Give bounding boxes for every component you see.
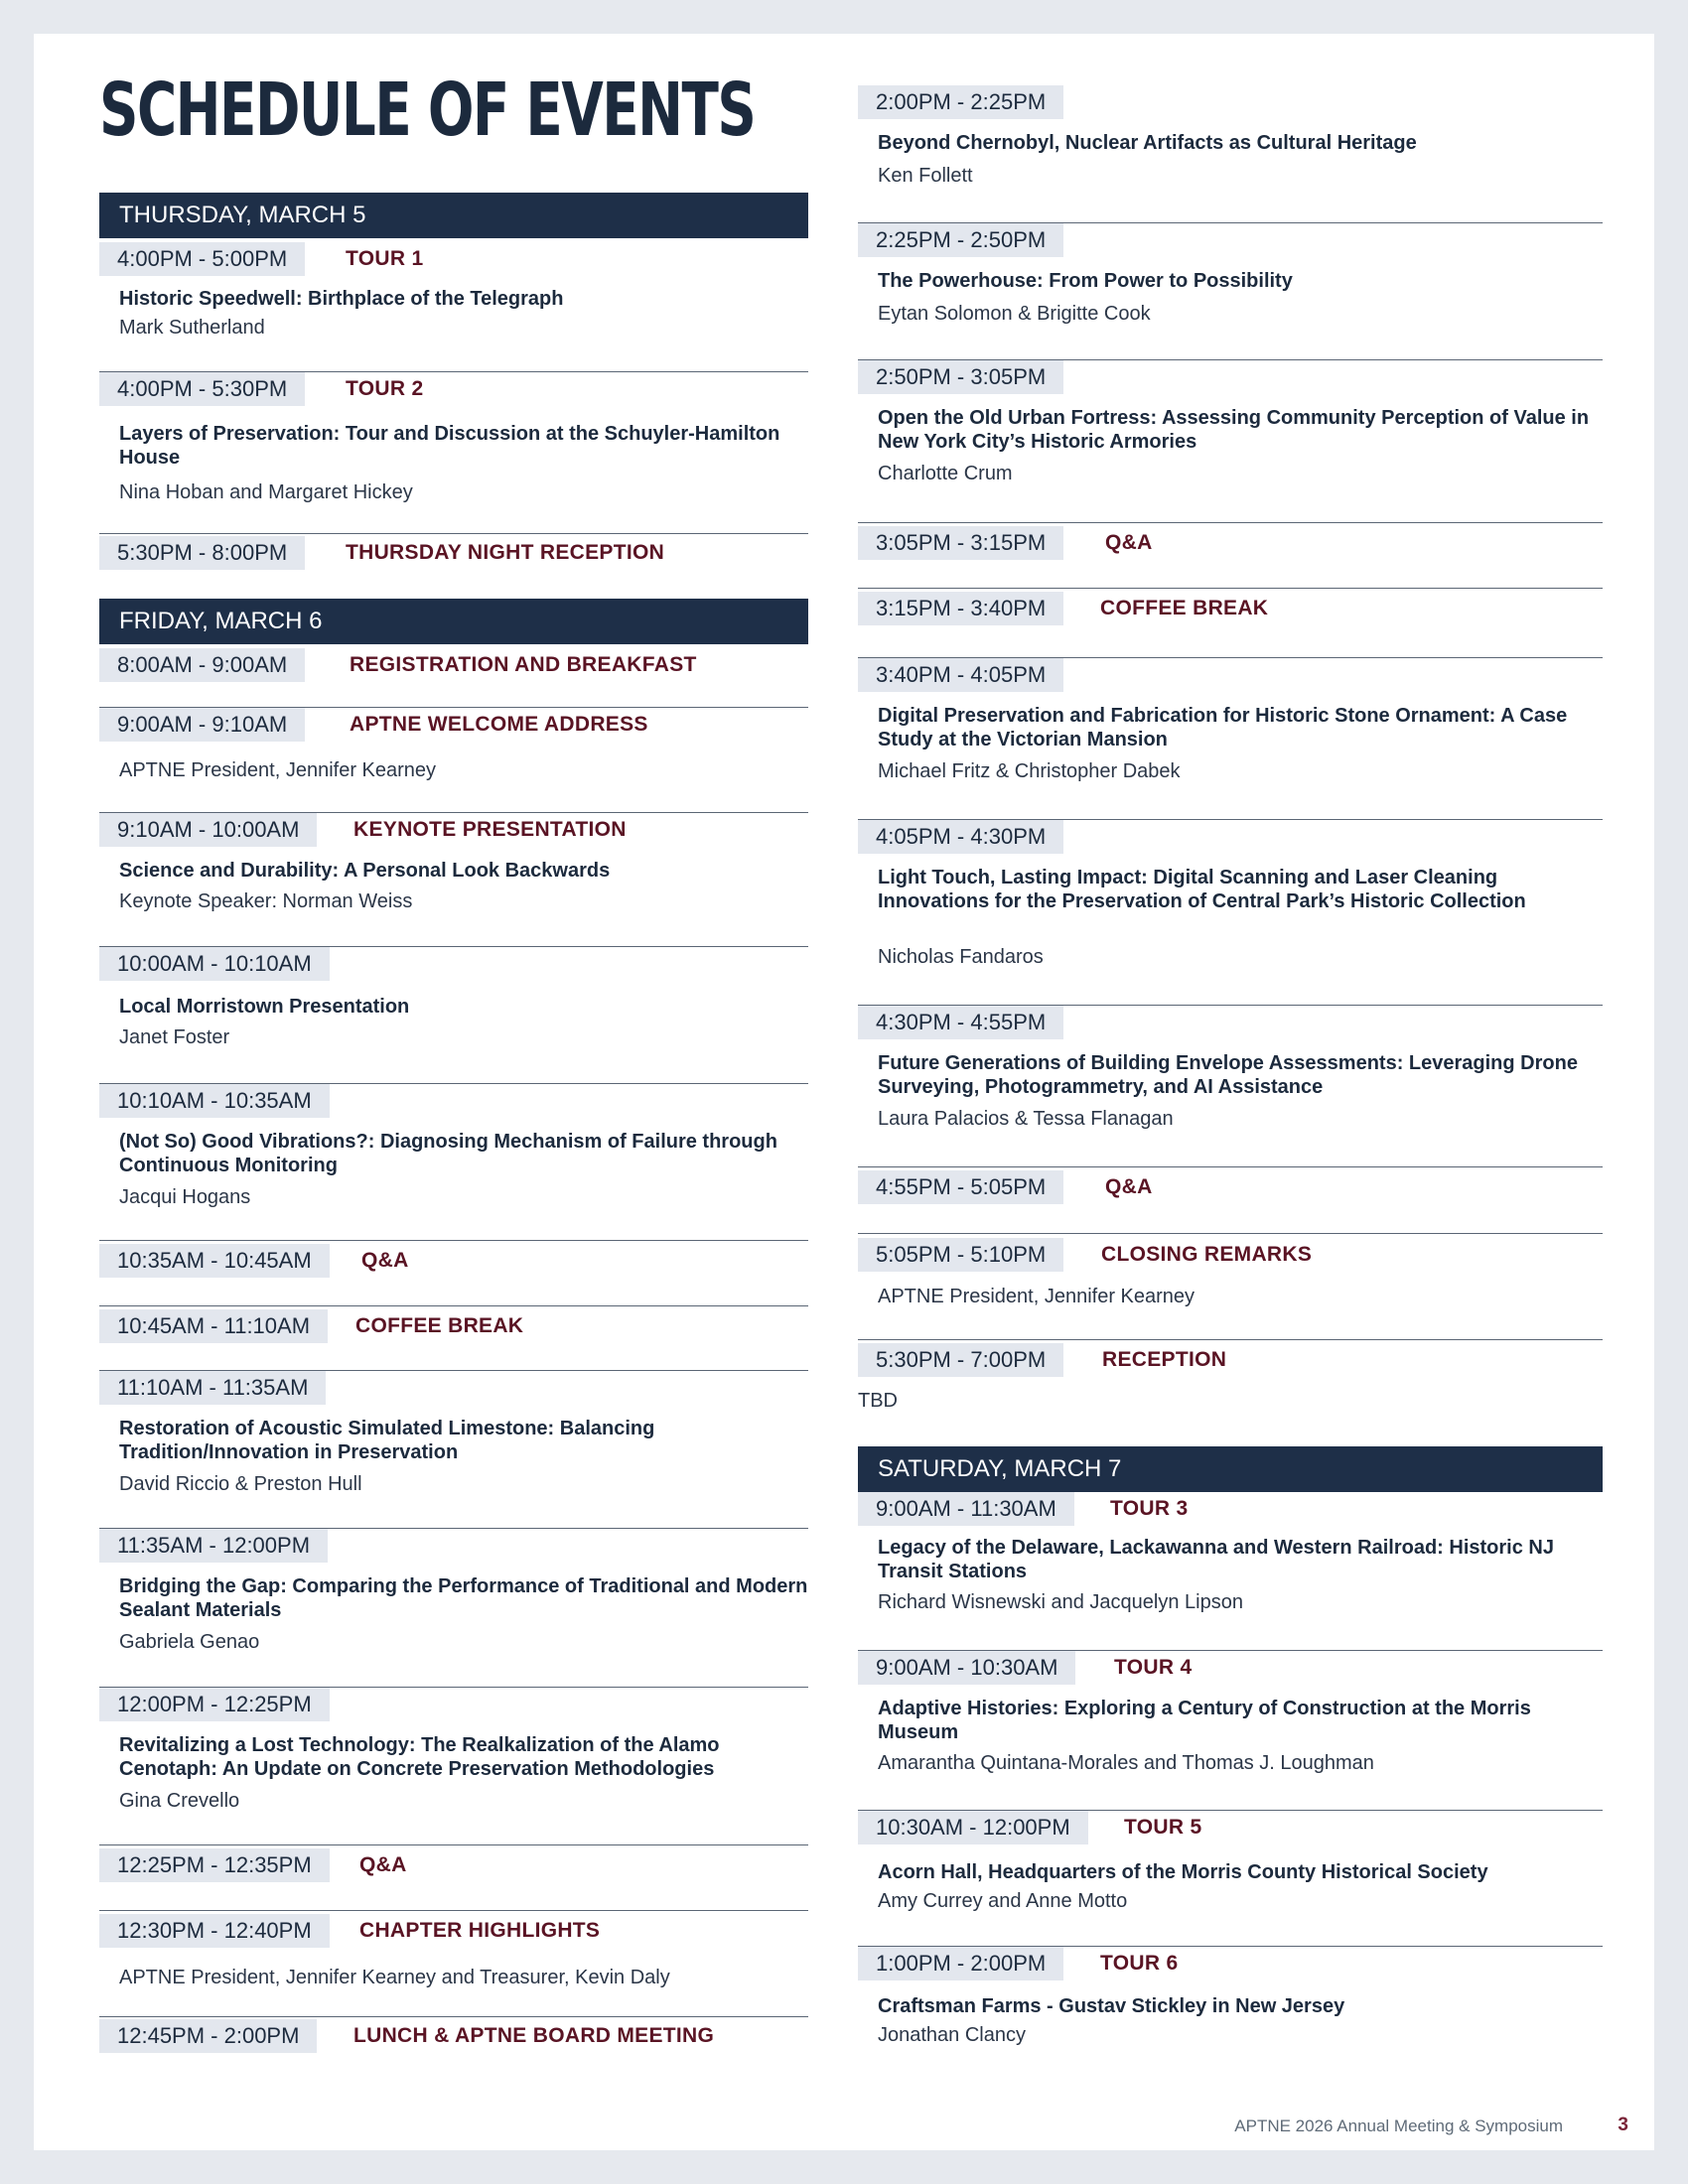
footer-text: APTNE 2026 Annual Meeting & Symposium	[1234, 2116, 1563, 2135]
event-title: Craftsman Farms - Gustav Stickley in New Jersey	[878, 1995, 1345, 2017]
event-label: CLOSING REMARKS	[1101, 1243, 1313, 1266]
event-speaker: Janet Foster	[119, 1026, 230, 1048]
page-number: 3	[1618, 2115, 1628, 2135]
event-label: Q&A	[1105, 531, 1153, 554]
event-time: 10:00AM - 10:10AM	[99, 947, 330, 981]
event-time: 4:00PM - 5:00PM	[99, 242, 305, 276]
event-speaker: Richard Wisnewski and Jacquelyn Lipson	[878, 1591, 1243, 1613]
event-title: The Powerhouse: From Power to Possibility	[878, 270, 1293, 292]
event-time: 1:00PM - 2:00PM	[858, 1947, 1063, 1980]
event-label: REGISTRATION AND BREAKFAST	[350, 653, 697, 676]
event-title: Legacy of the Delaware, Lackawanna and Western Railroad: Historic NJ Transit Stations	[878, 1537, 1554, 1582]
event-label: LUNCH & APTNE BOARD MEETING	[353, 2024, 715, 2047]
event-title: Digital Preservation and Fabrication for Historic Stone Ornament: A Case Study at the Victorian Mansion	[878, 705, 1568, 751]
event-speaker: Keynote Speaker: Norman Weiss	[119, 890, 413, 912]
event-qa-2	[99, 1844, 808, 1879]
event-qa-3	[858, 522, 1603, 557]
event-time: 3:05PM - 3:15PM	[858, 526, 1063, 560]
day-header-thursday: THURSDAY, MARCH 5	[99, 193, 808, 238]
event-label: COFFEE BREAK	[1100, 597, 1269, 619]
event-speaker: Laura Palacios & Tessa Flanagan	[878, 1108, 1174, 1130]
event-label: CHAPTER HIGHLIGHTS	[359, 1919, 601, 1942]
event-title: Open the Old Urban Fortress: Assessing Community Perception of Value in New York City’s Historic Armories	[878, 407, 1590, 453]
event-chapter-highlights	[99, 1910, 808, 1988]
event-title: Acorn Hall, Headquarters of the Morris County Historical Society	[878, 1861, 1488, 1883]
event-speaker: Mark Sutherland	[119, 317, 265, 339]
event-time: 3:40PM - 4:05PM	[858, 658, 1063, 692]
event-coffee-break-2	[858, 588, 1603, 622]
event-title: Bridging the Gap: Comparing the Performance of Traditional and Modern Sealant Materials	[119, 1575, 808, 1621]
event-title: Restoration of Acoustic Simulated Limestone: Balancing Tradition/Innovation in Preservation	[119, 1418, 655, 1463]
event-title: Historic Speedwell: Birthplace of the Telegraph	[119, 288, 564, 310]
event-time: 5:05PM - 5:10PM	[858, 1238, 1063, 1272]
event-label: Q&A	[1105, 1175, 1153, 1198]
event-reception	[858, 1339, 1603, 1412]
event-time: 2:50PM - 3:05PM	[858, 360, 1063, 394]
event-tour-4	[858, 1650, 1603, 1774]
event-time: 3:15PM - 3:40PM	[858, 592, 1063, 625]
event-thursday-reception	[99, 533, 808, 568]
event-label: TOUR 4	[1114, 1656, 1193, 1679]
event-label: THURSDAY NIGHT RECEPTION	[346, 541, 665, 564]
event-time: 11:10AM - 11:35AM	[99, 1371, 326, 1405]
event-tour-1	[99, 242, 808, 339]
event-title: (Not So) Good Vibrations?: Diagnosing Mechanism of Failure through Continuous Monitoring	[119, 1131, 777, 1176]
event-label: RECEPTION	[1102, 1348, 1227, 1371]
event-label: TOUR 5	[1124, 1816, 1202, 1839]
event-label: Q&A	[361, 1249, 409, 1272]
event-tour-2	[99, 371, 808, 503]
event-good-vibrations	[99, 1083, 808, 1208]
schedule-page	[34, 34, 1654, 2150]
event-time: 4:55PM - 5:05PM	[858, 1170, 1063, 1204]
event-title: Science and Durability: A Personal Look Backwards	[119, 860, 611, 882]
event-time: 12:30PM - 12:40PM	[99, 1914, 330, 1948]
event-label: APTNE WELCOME ADDRESS	[350, 713, 648, 736]
event-title: Light Touch, Lasting Impact: Digital Scanning and Laser Cleaning Innovations for the Preservation of Central Park’s Historic Collection	[878, 867, 1526, 912]
event-lunch-board-meeting	[99, 2016, 808, 2051]
event-building-envelope	[858, 1005, 1603, 1130]
event-local-morristown	[99, 946, 808, 1048]
event-title: Layers of Preservation: Tour and Discussion at the Schuyler-Hamilton House	[119, 423, 780, 469]
event-qa-1	[99, 1240, 808, 1275]
event-lost-technology	[99, 1687, 808, 1812]
event-speaker: Amy Currey and Anne Motto	[878, 1890, 1128, 1912]
event-speaker: Jonathan Clancy	[878, 2024, 1026, 2046]
event-time: 8:00AM - 9:00AM	[99, 648, 305, 682]
event-speaker: Nina Hoban and Margaret Hickey	[119, 481, 413, 503]
event-time: 12:45PM - 2:00PM	[99, 2019, 317, 2053]
event-title: Beyond Chernobyl, Nuclear Artifacts as Cultural Heritage	[878, 132, 1417, 154]
event-time: 10:35AM - 10:45AM	[99, 1244, 330, 1278]
event-speaker: APTNE President, Jennifer Kearney and Treasurer, Kevin Daly	[119, 1967, 670, 1988]
event-acoustic-limestone	[99, 1370, 808, 1495]
day-header-friday: FRIDAY, MARCH 6	[99, 599, 808, 644]
event-label: KEYNOTE PRESENTATION	[353, 818, 627, 841]
event-stone-ornament	[858, 657, 1603, 782]
event-time: 9:00AM - 10:30AM	[858, 1651, 1075, 1685]
event-speaker: Nicholas Fandaros	[878, 946, 1044, 968]
event-title: Revitalizing a Lost Technology: The Realkalization of the Alamo Cenotaph: An Update on Concrete Preservation Methodologies	[119, 1734, 720, 1780]
event-time: 10:45AM - 11:10AM	[99, 1309, 328, 1343]
event-time: 4:00PM - 5:30PM	[99, 372, 305, 406]
event-registration	[99, 648, 808, 682]
event-speaker: Eytan Solomon & Brigitte Cook	[878, 303, 1151, 325]
page-title: SCHEDULE OF EVENTS	[99, 68, 756, 153]
event-time: 2:25PM - 2:50PM	[858, 223, 1063, 257]
event-label: TOUR 2	[346, 377, 424, 400]
event-time: 9:10AM - 10:00AM	[99, 813, 317, 847]
event-time: 12:25PM - 12:35PM	[99, 1848, 330, 1882]
event-bridging-the-gap	[99, 1528, 808, 1653]
event-title: Adaptive Histories: Exploring a Century of Construction at the Morris Museum	[878, 1698, 1531, 1743]
event-speaker: APTNE President, Jennifer Kearney	[119, 759, 437, 781]
event-label: COFFEE BREAK	[355, 1314, 524, 1337]
event-closing-remarks	[858, 1233, 1603, 1307]
event-coffee-break-1	[99, 1305, 808, 1340]
event-time: 11:35AM - 12:00PM	[99, 1529, 328, 1563]
event-time: 5:30PM - 7:00PM	[858, 1343, 1063, 1377]
event-speaker: Charlotte Crum	[878, 463, 1013, 484]
event-urban-fortress	[858, 359, 1603, 484]
event-powerhouse	[858, 222, 1603, 325]
event-speaker: APTNE President, Jennifer Kearney	[878, 1286, 1196, 1307]
event-speaker: TBD	[858, 1390, 898, 1412]
event-speaker: Ken Follett	[878, 165, 973, 187]
event-speaker: Gina Crevello	[119, 1790, 240, 1812]
event-label: TOUR 3	[1110, 1497, 1189, 1520]
event-label: TOUR 6	[1100, 1952, 1179, 1975]
event-beyond-chernobyl	[858, 85, 1603, 187]
event-speaker: Amarantha Quintana-Morales and Thomas J. Loughman	[878, 1752, 1374, 1774]
event-label: Q&A	[359, 1853, 407, 1876]
event-time: 9:00AM - 9:10AM	[99, 708, 305, 742]
event-speaker: Gabriela Genao	[119, 1631, 260, 1653]
event-time: 10:30AM - 12:00PM	[858, 1811, 1088, 1844]
event-keynote	[99, 812, 808, 912]
day-header-saturday: SATURDAY, MARCH 7	[858, 1446, 1603, 1492]
event-speaker: David Riccio & Preston Hull	[119, 1473, 362, 1495]
event-tour-6	[858, 1946, 1603, 2046]
event-time: 9:00AM - 11:30AM	[858, 1492, 1074, 1526]
event-time: 5:30PM - 8:00PM	[99, 536, 305, 570]
event-speaker: Michael Fritz & Christopher Dabek	[878, 760, 1181, 782]
event-speaker: Jacqui Hogans	[119, 1186, 251, 1208]
event-title: Local Morristown Presentation	[119, 996, 410, 1018]
event-time: 10:10AM - 10:35AM	[99, 1084, 330, 1118]
event-time: 4:30PM - 4:55PM	[858, 1006, 1063, 1039]
event-time: 12:00PM - 12:25PM	[99, 1688, 330, 1721]
event-welcome-address	[99, 707, 808, 781]
event-tour-5	[858, 1810, 1603, 1912]
event-time: 4:05PM - 4:30PM	[858, 820, 1063, 854]
event-time: 2:00PM - 2:25PM	[858, 85, 1063, 119]
event-tour-3	[858, 1492, 1603, 1613]
event-light-touch	[858, 819, 1603, 968]
event-qa-4	[858, 1166, 1603, 1201]
event-title: Future Generations of Building Envelope Assessments: Leveraging Drone Surveying, Photogrammetry, and AI Assistance	[878, 1052, 1578, 1098]
event-label: TOUR 1	[346, 247, 424, 270]
